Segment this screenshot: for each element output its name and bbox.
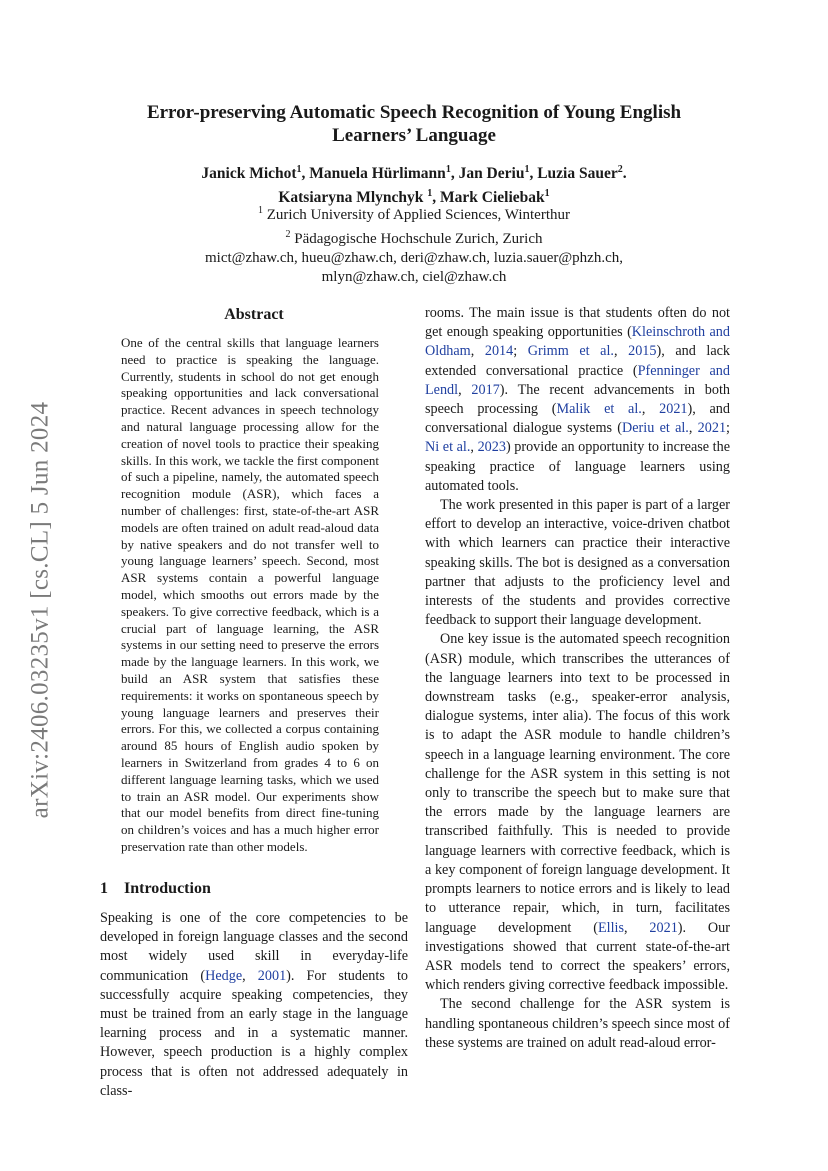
author-affil-mark: 1 xyxy=(427,188,433,200)
email-list-line-2: mlyn@zhaw.ch, ciel@zhaw.ch xyxy=(321,269,507,285)
citation-link[interactable]: 2017 xyxy=(471,381,500,398)
citation-link[interactable]: Grimm et al. xyxy=(527,343,614,360)
citation-link[interactable]: Deriu et al. xyxy=(622,420,689,437)
author-list: Janick Michot$^1$, Manuela Hürlimann$^1$, Jan Deriu$^1$, Luzia Sauer$^2$. Katsiaryna Mlynchyk $^1$, Mark Cieliebak$^1$ xyxy=(201,164,627,207)
citation-link[interactable]: 2021 xyxy=(659,401,688,418)
paper-title xyxy=(100,101,728,147)
intro-paragraph-2: The work presented in this paper is part of a larger effort to develop an interactive, voice-driven chatbot with which learners can practice their interactive speaking skills. The bot is designed as a conversation partner that adjusts to the proficiency level and interests of the students and provides corrective feedback to support their language development. xyxy=(425,497,730,629)
section-title: Introduction xyxy=(124,880,211,897)
arxiv-identifier-stamp xyxy=(22,375,58,845)
author-affil-mark: 2 xyxy=(617,164,623,175)
intro-paragraph-1-continued: rooms. The main issue is that students often do not get enough speaking opportunities (Kleinschroth and Oldham, 2014; Grimm et al., 2015), and lack extended conversational practice (Pfenninger and Lendl, 2017). The recent advancements in both speech processing (Malik et al., 2021), and conversational dialogue systems (Deriu et al., 2021; Ni et al., 2023) provide an opportunity to increase the speaking practice of language learners using automated tools. xyxy=(425,305,731,494)
citation-link[interactable]: 2021 xyxy=(649,919,678,936)
right-column xyxy=(425,304,730,1053)
citation-link[interactable]: 2015 xyxy=(628,343,657,360)
citation-link[interactable]: Ni et al. xyxy=(425,439,471,456)
author-name: Katsiaryna Mlynchyk xyxy=(278,189,424,207)
author-name: Mark Cieliebak xyxy=(440,189,545,207)
citation-link[interactable]: Malik et al. xyxy=(556,401,642,418)
author-affil-mark: 1 xyxy=(445,164,451,175)
author-name: Luzia Sauer xyxy=(537,165,618,183)
citation-link[interactable]: Hedge xyxy=(205,967,243,984)
affiliation-2: Pädagogische Hochschule Zurich, Zurich xyxy=(294,231,543,247)
author-affil-mark: 1 xyxy=(524,164,530,175)
author-affil-mark: 1 xyxy=(544,188,550,200)
citation-link[interactable]: 2014 xyxy=(484,343,514,360)
citation-link[interactable]: Kleinschroth and Oldham xyxy=(425,324,730,360)
intro-paragraph-1: Speaking is one of the core competencies to be developed in foreign language classes and the second most widely used skill in everyday-life communication (Hedge, 2001). For students to successfully acquire speaking competencies, they must be trained from an early stage in the language learning process and in a systematic manner. However, speech production is a highly complex process that is often not addressed adequately in class- xyxy=(100,910,408,1099)
citation-link[interactable]: 2001 xyxy=(257,967,287,984)
email-list-line-1: mict@zhaw.ch, hueu@zhaw.ch, deri@zhaw.ch, luzia.sauer@phzh.ch, xyxy=(204,250,623,266)
citation-link[interactable]: Ellis xyxy=(597,919,624,936)
abstract-text: One of the central skills that language learners need to practice is speaking the language. Currently, students in school do not get enough speaking opportunities and lack conversational practice. Recent advances in speech technology and natural language processing allow for the creation of novel tools to practice their speaking skills. In this work, we tackle the first component of such a pipeline, namely, the automated speech recognition module (ASR), which faces a number of challenges: first, state-of-the-art ASR models are often trained on adult read-aloud data by native speakers and do not transfer well to young language learners’ speech. Second, most ASR systems contain a powerful language model, which smooths out errors made by the speakers. To give corrective feedback, which is a crucial part of language learning, the ASR systems in our setting need to preserve the errors made by the language learners. In this work, we build an ASR system that satisfies these requirements: it works on spontaneous speech by young language learners and preserves their errors. For this, we collected a corpus containing around 85 hours of English audio spoken by learners in Switzerland from grades 4 to 6 on different language learning tasks, which we used to train an ASR model. Our experiments show that our model benefits from direct fine-tuning on children’s voices and has a much higher error preservation rate than other models. xyxy=(121,335,379,854)
author-affil-mark: 1 xyxy=(296,164,302,175)
abstract-heading: Abstract xyxy=(224,306,284,323)
affil-mark: 2 xyxy=(285,229,291,240)
affiliation-1: Zurich University of Applied Sciences, Winterthur xyxy=(266,207,570,223)
intro-paragraph-3: One key issue is the automated speech recognition (ASR) module, which transcribes the utterances of the language learners into text to be processed in downstream tasks (e.g., speaker-error analysis, dialogue systems, inter alia). The focus of this work is to adapt the ASR module to handle children’s speech in a language learning environment. The core challenge for the ASR system in this setting is not only to transcribe the speech but to make sure that the errors made by the language learners are transcribed faithfully. This is needed to provide language learners with corrective feedback, which is a key component of foreign language development. It prompts learners to notice errors and is likely to lead to utterance repair, which, in turn, facilitates language development (Ellis, 2021). Our investigations showed that current state-of-the-art ASR models tend to correct the speakers’ errors, which renders giving corrective feedback impossible. xyxy=(425,631,730,994)
citation-link[interactable]: 2021 xyxy=(697,420,727,437)
arxiv-stamp-text: arXiv:2406.03235v1 [cs.CL] 5 Jun 2024 xyxy=(26,401,53,819)
intro-paragraph-4: The second challenge for the ASR system is handling spontaneous children’s speech since most of these systems are trained on adult read-aloud error- xyxy=(425,996,730,1051)
author-name: Janick Michot xyxy=(201,165,297,183)
title-line-2: Learners’ Language xyxy=(332,125,496,146)
section-heading-introduction xyxy=(100,880,211,898)
citation-link[interactable]: Pfenninger and Lendl xyxy=(425,362,730,398)
title-line-1: Error-preserving Automatic Speech Recognition of Young English xyxy=(146,102,682,123)
affil-mark: 1 xyxy=(258,205,264,216)
author-name: Jan Deriu xyxy=(458,165,525,183)
author-name: Manuela Hürlimann xyxy=(309,165,446,183)
affiliations xyxy=(100,201,728,287)
section-number: 1 xyxy=(100,880,108,897)
citation-link[interactable]: 2023 xyxy=(477,439,506,456)
